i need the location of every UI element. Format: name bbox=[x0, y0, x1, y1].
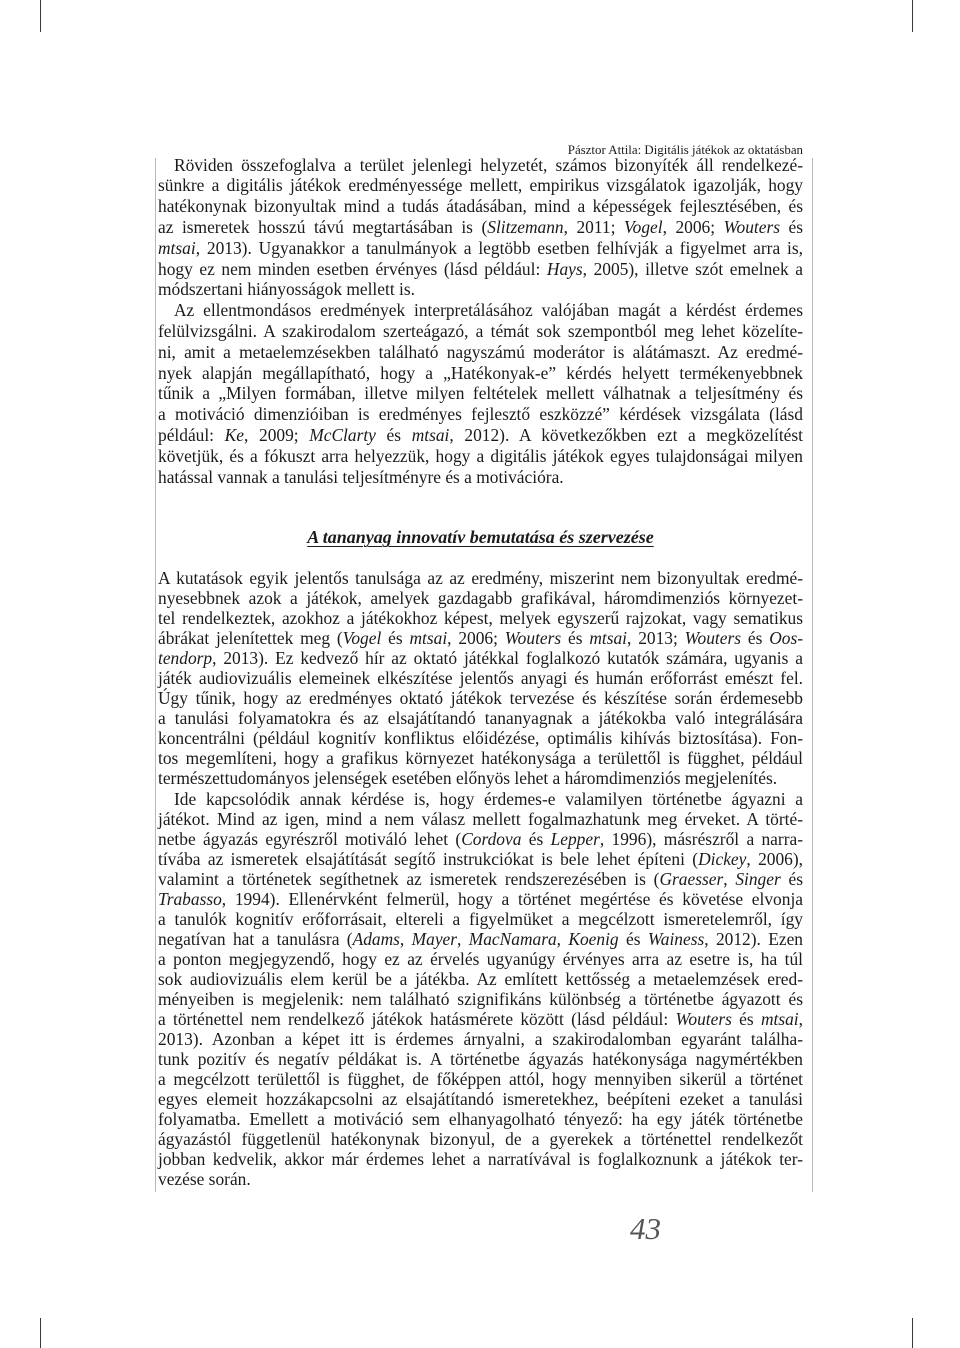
crop-mark-bottom-right bbox=[912, 1318, 913, 1348]
cited-author: mtsai bbox=[158, 237, 196, 258]
text-run: , 2005), illetve szót emelnek a bbox=[582, 258, 803, 279]
cited-author: Ke bbox=[224, 424, 244, 445]
text-run: az ismeretek hosszú távú megtartásában is ( bbox=[158, 216, 488, 237]
cited-author: Lepper bbox=[550, 828, 600, 849]
text-line bbox=[158, 363, 803, 384]
paragraph bbox=[158, 300, 803, 487]
text-line bbox=[158, 1009, 803, 1029]
text-line bbox=[158, 321, 803, 342]
text-line bbox=[158, 155, 803, 176]
running-header: Pásztor Attila: Digitális játékok az oktatásban bbox=[567, 143, 803, 157]
text-line bbox=[158, 467, 803, 488]
text-line bbox=[158, 969, 803, 989]
text-frame-right-line bbox=[812, 158, 813, 1192]
text-run: módszertani hiányosságok mellett is. bbox=[158, 279, 415, 300]
text-run: folyamatba. Emellett a motiváció sem elhanyagolható tényező: ha egy játék történetbe bbox=[158, 1109, 803, 1130]
text-line bbox=[158, 568, 803, 588]
text-line bbox=[158, 425, 803, 446]
text-run: , bbox=[798, 1009, 803, 1030]
text-run: hatással vannak a tanulási teljesítményre és a motivációra. bbox=[158, 466, 564, 487]
text-run: valamint a történetek segíthetnek az ismeretek rendszerezésében is ( bbox=[158, 868, 660, 889]
text-run: sünkre a digitális játékok eredményessége mellett, empirikus vizsgálatok igazolják, hogy bbox=[158, 175, 803, 196]
text-run: és bbox=[618, 928, 648, 949]
text-run: természettudományos jelenségek esetében előnyös lehet a háromdimenziós megjelenítés. bbox=[158, 768, 778, 789]
cited-author: Wouters bbox=[723, 216, 780, 237]
cited-author: Wainess bbox=[647, 928, 705, 949]
text-run: ményeiben is megjelenik: nem található szignifikáns különbség a történetbe ágyazott és bbox=[158, 988, 803, 1009]
text-run: ni, amit a metaelemzésekben található nagyszámú moderátor is alátámaszt. Az eredmé- bbox=[158, 341, 803, 362]
intro-text bbox=[158, 155, 803, 488]
paragraph bbox=[158, 155, 803, 301]
cited-author: Adams bbox=[352, 928, 400, 949]
section-heading: A tananyag innovatív bemutatása és szervezése bbox=[307, 527, 654, 547]
text-run: , 2013). Ugyanakkor a tanulmányok a legtöbb esetben felhívják a figyelmet arra is, bbox=[195, 237, 803, 258]
text-line bbox=[158, 342, 803, 363]
text-line bbox=[158, 789, 803, 809]
cited-author: mtsai bbox=[589, 628, 628, 649]
text-line bbox=[158, 1129, 803, 1149]
text-line bbox=[158, 909, 803, 929]
text-run: jobban kedvelik, akkor már érdemes lehet a narratívával is foglalkoznunk a játékok ter- bbox=[158, 1149, 803, 1170]
text-run: Az ellentmondásos eredmények interpretálásához valójában magát a kérdést érdemes bbox=[174, 300, 803, 321]
text-line bbox=[158, 175, 803, 196]
cited-author: Hays bbox=[546, 258, 583, 279]
text-run: és bbox=[521, 828, 551, 849]
text-run: sok audiovizuális elem kerül be a játékba. Az említett kettősség a metaelemzések ered- bbox=[158, 968, 803, 989]
text-line bbox=[158, 1169, 803, 1189]
text-run: a megcélzott területtől is függhet, de főképpen attól, hogy mennyiben sikerül a történet bbox=[158, 1069, 803, 1090]
text-run: játékot. Mind az igen, mind a nem válasz mellett fogalmazhatunk meg érveket. A törté- bbox=[158, 808, 803, 829]
cited-author: mtsai bbox=[760, 1009, 799, 1030]
text-run: tűnik a „Milyen formában, illetve milyen feltételek mellett válhatnak a teljesítmény és bbox=[158, 383, 803, 404]
text-run: és bbox=[741, 628, 770, 649]
text-line bbox=[158, 238, 803, 259]
text-run: 2013). Azonban a képet itt is érdemes árnyalni, a szakirodalomban egyaránt találha- bbox=[158, 1029, 803, 1050]
text-line bbox=[158, 217, 803, 238]
crop-mark-bottom-left bbox=[40, 1318, 41, 1348]
text-line bbox=[158, 688, 803, 708]
text-run: felülvizsgálni. A szakirodalom szerteágazó, a témát sok szempontból meg lehet közelíte- bbox=[158, 320, 803, 341]
section-body bbox=[158, 568, 803, 1189]
text-run: egyes elemeit hozzákapcsolni az elsajátítandó ismeretekhez, beépíteni ezeket a tanulási bbox=[158, 1089, 803, 1110]
text-run: a ponton megjegyzendő, hogy ez az érvelés ugyanúgy érvényes arra az esetre is, ha túl bbox=[158, 948, 803, 969]
cited-author: Dickey bbox=[698, 848, 747, 869]
cited-author: Koenig bbox=[568, 928, 619, 949]
page-number: 43 bbox=[630, 1211, 661, 1246]
paragraph bbox=[158, 789, 803, 1190]
text-line bbox=[158, 989, 803, 1009]
cited-author: mtsai bbox=[411, 424, 450, 445]
cited-author: Slitzemann bbox=[487, 216, 564, 237]
text-run: , 2013). Ez kedvező hír az oktató játékkal foglalkozó kutatók számára, ugyanis a bbox=[212, 648, 803, 669]
text-run: , 2006), bbox=[746, 848, 803, 869]
text-run: és bbox=[561, 628, 590, 649]
text-run: a történettel nem rendelkező játékok hatásmérete között (lásd például: bbox=[158, 1009, 676, 1030]
text-run: , 2011; bbox=[563, 216, 624, 237]
text-run: a tanulók kognitív erőforrásait, eltereli a figyelmüket a megcélzott ismeretelemről, így bbox=[158, 908, 803, 929]
text-line bbox=[158, 404, 803, 425]
text-line bbox=[158, 1049, 803, 1069]
text-run: , bbox=[723, 868, 736, 889]
cited-author: Wouters bbox=[684, 628, 742, 649]
text-run: , 2012). A következőkben ezt a megközelítést bbox=[449, 424, 803, 445]
text-run: és bbox=[779, 216, 803, 237]
text-run: hogy ez nem minden esetben érvényes (lásd például: bbox=[158, 258, 547, 279]
text-line bbox=[158, 849, 803, 869]
text-run: a tanulási folyamatokra és az elsajátítandó tananyagnak a játékokba való integrálására bbox=[158, 708, 803, 729]
cited-author: Singer bbox=[735, 868, 781, 889]
text-run: és bbox=[780, 868, 803, 889]
text-run: ágyazástól függetlenül hatékonynak bizonyul, de a gyerekek a történettel rendelkezőt bbox=[158, 1129, 803, 1150]
text-run: nyesebbnek azok a játékok, amelyek gazdagabb grafikával, háromdimenziós környezet- bbox=[158, 588, 803, 609]
text-line bbox=[158, 949, 803, 969]
crop-mark-top-right bbox=[912, 0, 913, 32]
text-line bbox=[158, 446, 803, 467]
text-line bbox=[158, 648, 803, 668]
text-frame-left-line bbox=[155, 158, 156, 1192]
text-line bbox=[158, 1149, 803, 1169]
text-line bbox=[158, 748, 803, 768]
text-run: , 2012). Ezen bbox=[704, 928, 803, 949]
text-run: , 2006; bbox=[447, 628, 505, 649]
text-run: netbe ágyazás egyrészről motiváló lehet ( bbox=[158, 828, 462, 849]
text-run: ábrákat jelenítettek meg ( bbox=[158, 628, 343, 649]
text-run: tel rendelkeztek, azokhoz a játékokhoz képest, melyek egyszerű rajzokat, vagy sematikus bbox=[158, 608, 803, 629]
text-run: , 1996), másrészről a narra- bbox=[599, 828, 803, 849]
text-run: A kutatások egyik jelentős tanulsága az az eredmény, miszerint nem bizonyultak eredmé- bbox=[158, 568, 803, 588]
text-run: tos megemlíteni, hogy a grafikus környezet hatékonysága a területtől is függhet, például bbox=[158, 748, 803, 769]
text-run: , 2006; bbox=[662, 216, 724, 237]
crop-mark-top-left bbox=[40, 0, 41, 32]
text-run: játék audiovizuális elemeinek elkészítése jelentős anyagi és humán erőforrást emészt fel. bbox=[158, 668, 803, 689]
text-run: a motiváció dimenzióiban is eredményes fejlesztő eszközzé” kérdések vizsgálata (lásd bbox=[158, 404, 803, 425]
cited-author: Oos- bbox=[769, 628, 804, 649]
text-run: vezése során. bbox=[158, 1169, 251, 1190]
text-line bbox=[158, 608, 803, 628]
cited-author: Vogel bbox=[623, 216, 663, 237]
text-run: , 2013; bbox=[627, 628, 685, 649]
text-line bbox=[158, 869, 803, 889]
cited-author: Cordova bbox=[461, 828, 522, 849]
text-line bbox=[158, 628, 803, 648]
text-run: Úgy tűnik, hogy az eredményes oktató játékok tervezése és készítése során érdemesebb bbox=[158, 688, 803, 709]
cited-author: Wouters bbox=[504, 628, 562, 649]
text-line bbox=[158, 1069, 803, 1089]
cited-author: McClarty bbox=[309, 424, 376, 445]
text-run: , bbox=[556, 928, 569, 949]
text-run: , 2009; bbox=[244, 424, 310, 445]
text-line bbox=[158, 1029, 803, 1049]
text-run: koncentrálni (például kognitív konfliktus előidézése, optimális kihívás biztosítása). Fon- bbox=[158, 728, 803, 749]
cited-author: Mayer bbox=[411, 928, 458, 949]
cited-author: Vogel bbox=[342, 628, 382, 649]
text-run: és bbox=[375, 424, 412, 445]
text-run: negatívan hat a tanulásra ( bbox=[158, 928, 353, 949]
text-run: tívába az ismeretek elsajátítását segítő instrukciókat is bele lehet építeni ( bbox=[158, 848, 699, 869]
text-line bbox=[158, 668, 803, 688]
text-line bbox=[158, 383, 803, 404]
text-line bbox=[158, 929, 803, 949]
text-line bbox=[158, 708, 803, 728]
text-run: követjük, és a fókuszt arra helyezzük, hogy a digitális játékok egyes tulajdonságai milyen bbox=[158, 445, 803, 466]
text-line bbox=[158, 728, 803, 748]
text-line bbox=[158, 1109, 803, 1129]
text-run: Ide kapcsolódik annak kérdése is, hogy érdemes-e valamilyen történetbe ágyazni a bbox=[174, 788, 803, 809]
cited-author: Wouters bbox=[675, 1009, 732, 1030]
text-line bbox=[158, 889, 803, 909]
cited-author: tendorp bbox=[158, 648, 213, 669]
text-line bbox=[158, 196, 803, 217]
text-line bbox=[158, 829, 803, 849]
text-line bbox=[158, 768, 803, 788]
text-line bbox=[158, 1089, 803, 1109]
cited-author: mtsai bbox=[409, 628, 448, 649]
text-run: és bbox=[381, 628, 410, 649]
text-run: Röviden összefoglalva a terület jelenlegi helyzetét, számos bizonyíték áll rendelkezé- bbox=[174, 154, 803, 175]
text-run: például: bbox=[158, 424, 225, 445]
text-line bbox=[158, 809, 803, 829]
cited-author: Graesser bbox=[659, 868, 724, 889]
text-run: , bbox=[457, 928, 469, 949]
text-line bbox=[158, 588, 803, 608]
text-run: és bbox=[731, 1009, 761, 1030]
text-run: tunk pozitív és negatív példákat is. A történetbe ágyazás hatékonysága nagymértékben bbox=[158, 1049, 803, 1070]
text-run: nyek alapján megállapítható, hogy a „Hatékonyak-e” kérdés helyett termékenyebbnek bbox=[158, 362, 803, 383]
text-line bbox=[158, 259, 803, 280]
cited-author: MacNamara bbox=[468, 928, 557, 949]
text-run: hatékonynak bizonyultak mind a tudás átadásában, mind a képességek fejlesztésében, és bbox=[158, 196, 803, 217]
text-run: , 1994). Ellenérvként felmerül, hogy a történet megértése és követése elvonja bbox=[221, 888, 803, 909]
text-line bbox=[158, 279, 803, 300]
paragraph bbox=[158, 568, 803, 789]
text-line bbox=[158, 300, 803, 321]
cited-author: Trabasso bbox=[158, 888, 222, 909]
text-run: , bbox=[399, 928, 412, 949]
